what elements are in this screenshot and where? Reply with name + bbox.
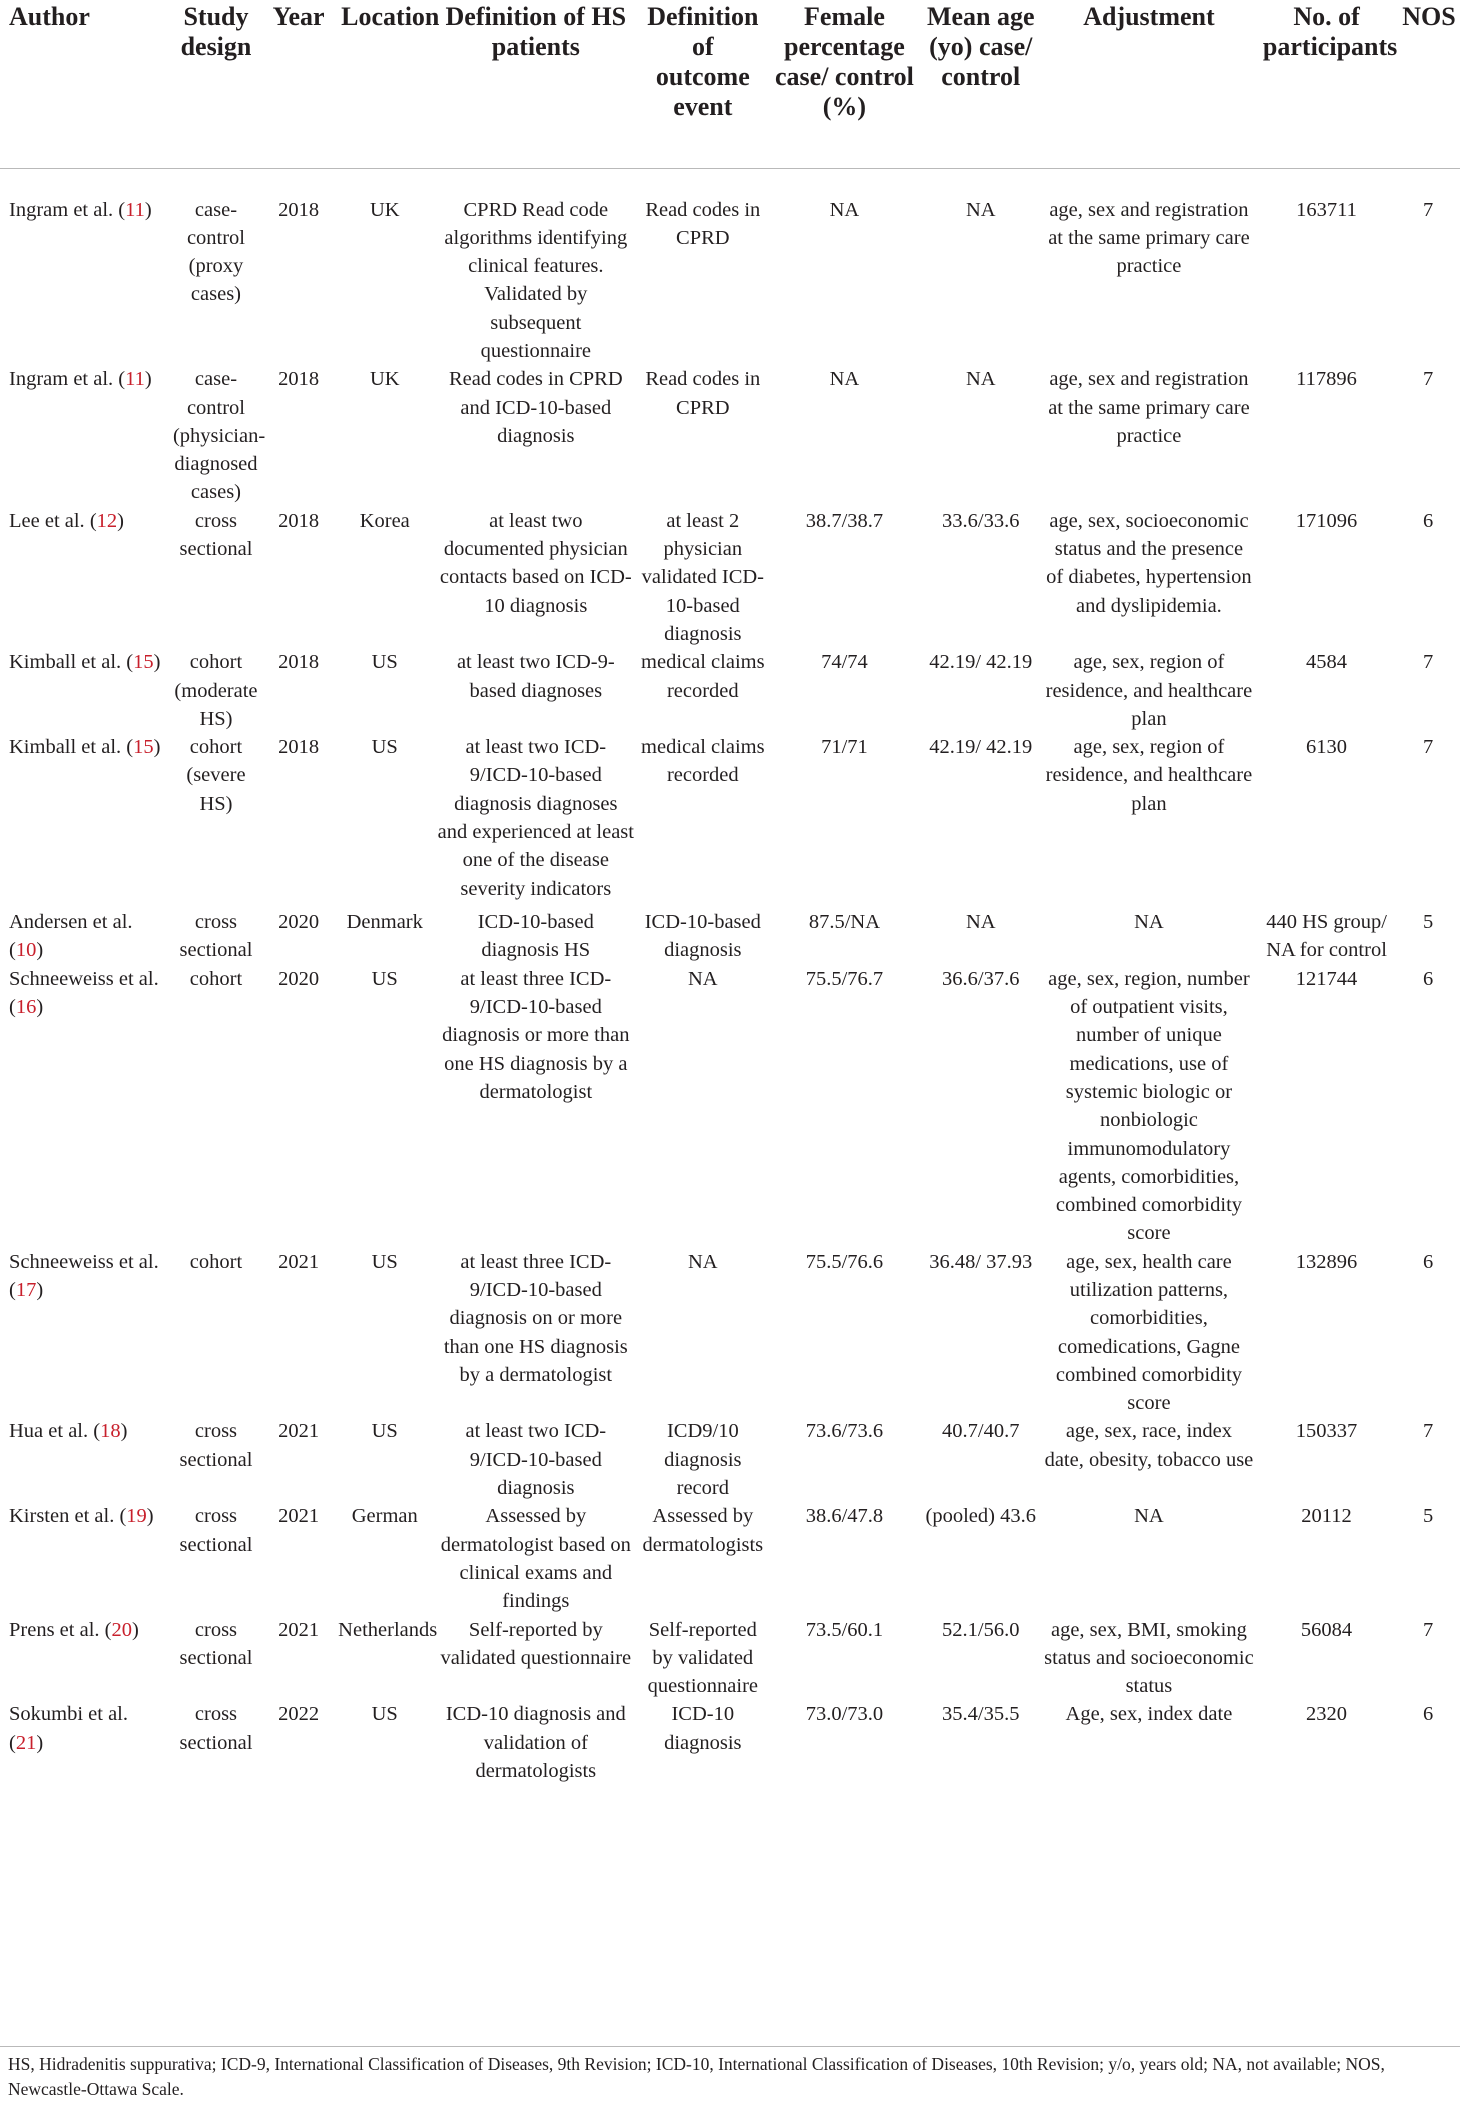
cell-nos: 7: [1422, 736, 1434, 759]
cell-adjustment: age, sex, race, index date, obesity, tobacco use: [1044, 1420, 1254, 1471]
header-year: Year: [272, 2, 325, 31]
header-adjustment: Adjustment: [1083, 2, 1215, 31]
cell-mean-age: 36.6/37.6: [942, 967, 1020, 990]
header-author: Author: [9, 2, 90, 31]
author-name: Kimball et al.: [9, 736, 122, 759]
header-nos: NOS: [1402, 2, 1456, 31]
cell-nos: 5: [1422, 1505, 1434, 1528]
cell-definition-outcome: ICD9/10 diagnosis record: [664, 1420, 742, 1500]
cell-definition-outcome: NA: [688, 1250, 718, 1273]
cell-author: Ingram et al. (11): [9, 198, 152, 221]
cell-nos: 7: [1422, 1420, 1434, 1443]
cell-location: US: [371, 651, 398, 674]
cell-year: 2020: [278, 911, 320, 934]
reference-link[interactable]: 21: [15, 1731, 37, 1754]
cell-nos: 7: [1422, 651, 1434, 674]
cell-study-design: cross sectional: [179, 1703, 253, 1754]
cell-author: Kimball et al. (15): [9, 736, 161, 759]
cell-year: 2020: [278, 967, 320, 990]
cell-year: 2021: [278, 1505, 320, 1528]
cell-adjustment: NA: [1134, 1505, 1164, 1528]
cell-definition-outcome: NA: [688, 967, 718, 990]
cell-mean-age: 33.6/33.6: [942, 509, 1020, 532]
author-name: Andersen et al.: [9, 911, 133, 934]
cell-nos: 5: [1422, 911, 1434, 934]
table-row: [0, 908, 1460, 965]
cell-study-design: cross sectional: [179, 1505, 253, 1556]
cell-year: 2018: [278, 509, 320, 532]
cell-mean-age: 36.48/ 37.93: [929, 1250, 1033, 1273]
author-name: Sokumbi et al.: [9, 1703, 129, 1726]
cell-author: Prens et al. (20): [9, 1618, 139, 1641]
author-name: Lee et al.: [9, 509, 85, 532]
cell-location: US: [371, 736, 398, 759]
reference-link[interactable]: 20: [111, 1618, 132, 1641]
table-row: [0, 733, 1460, 908]
cell-location: Denmark: [346, 911, 423, 934]
reference-link[interactable]: 11: [125, 198, 145, 221]
cell-definition-hs: ICD-10-based diagnosis HS: [477, 911, 594, 962]
cell-female-percentage: 38.6/47.8: [805, 1505, 884, 1528]
table-row: [0, 1616, 1460, 1701]
cell-mean-age: NA: [965, 198, 996, 221]
cell-participants: 117896: [1296, 368, 1357, 391]
header-study-design: Study design: [180, 2, 252, 61]
cell-definition-outcome: ICD-10 diagnosis: [664, 1703, 742, 1754]
cell-female-percentage: 74/74: [821, 651, 868, 674]
cell-author: Schneeweiss et al. (17): [9, 1250, 159, 1301]
cell-study-design: cohort: [189, 967, 243, 990]
author-name: Schneeweiss et al.: [9, 1250, 159, 1273]
cell-mean-age: 35.4/35.5: [942, 1703, 1020, 1726]
cell-nos: 7: [1422, 368, 1434, 391]
reference-link[interactable]: 11: [125, 368, 145, 391]
author-name: Prens et al.: [9, 1618, 100, 1641]
cell-nos: 6: [1422, 1703, 1434, 1726]
reference-link[interactable]: 10: [15, 939, 37, 962]
cell-mean-age: NA: [965, 368, 996, 391]
reference-link[interactable]: 15: [133, 651, 154, 674]
cell-definition-hs: at least two ICD-9-based diagnoses: [456, 651, 615, 702]
cell-female-percentage: 73.6/73.6: [805, 1420, 884, 1443]
cell-definition-hs: Read codes in CPRD and ICD-10-based diagnosis: [448, 368, 623, 447]
cell-female-percentage: 71/71: [821, 736, 868, 759]
cell-study-design: cross sectional: [179, 509, 253, 561]
reference-link[interactable]: 15: [133, 736, 154, 759]
cell-study-design: case-control (proxy cases): [186, 198, 246, 306]
cell-author: Ingram et al. (11): [9, 368, 152, 391]
cell-definition-hs: ICD-10 diagnosis and validation of dermatologists: [445, 1703, 626, 1783]
header-participants: No. of participants: [1262, 2, 1398, 61]
header-location: Location: [341, 2, 440, 31]
table-row: [0, 168, 1460, 365]
cell-female-percentage: 73.5/60.1: [805, 1618, 884, 1641]
cell-definition-outcome: Self-reported by validated questionnaire: [647, 1618, 759, 1698]
reference-link[interactable]: 12: [96, 509, 118, 532]
cell-nos: 7: [1422, 1618, 1434, 1641]
author-name: Hua et al.: [9, 1420, 89, 1443]
cell-nos: 6: [1422, 1250, 1434, 1273]
cell-definition-hs: at least two ICD-9/ICD-10-based diagnosis diagnoses and experienced at least one of the disease severity indicators: [437, 736, 634, 900]
reference-link[interactable]: 18: [100, 1420, 121, 1443]
cell-location: US: [371, 967, 398, 990]
cell-female-percentage: 75.5/76.6: [805, 1250, 884, 1273]
cell-definition-outcome: medical claims recorded: [641, 736, 765, 787]
cell-location: US: [371, 1250, 398, 1273]
header-definition-outcome: Definition of outcome event: [647, 2, 759, 121]
cell-participants: 6130: [1306, 736, 1348, 759]
cell-location: UK: [369, 198, 400, 221]
cell-author: Schneeweiss et al. (16): [9, 967, 159, 1019]
table-row: [0, 507, 1460, 648]
cell-definition-hs: at least three ICD-9/ICD-10-based diagnosis or more than one HS diagnosis by a dermatologist: [442, 967, 630, 1103]
cell-participants: 2320: [1306, 1703, 1348, 1726]
cell-adjustment: age, sex, region of residence, and healthcare plan: [1045, 651, 1253, 730]
author-name: Schneeweiss et al.: [9, 967, 159, 990]
cell-adjustment: age, sex, health care utilization patterns, comorbidities, comedications, Gagne combined comorbidity score: [1055, 1250, 1243, 1415]
cell-nos: 7: [1422, 198, 1434, 221]
cell-definition-hs: Assessed by dermatologist based on clinical exams and findings: [440, 1505, 631, 1613]
table-row: [0, 1417, 1460, 1502]
table-row: [0, 648, 1460, 733]
cell-adjustment: age, sex and registration at the same primary care practice: [1048, 368, 1250, 447]
cell-year: 2021: [278, 1420, 320, 1443]
cell-author: Sokumbi et al. (21): [9, 1703, 129, 1754]
cell-location: German: [351, 1505, 418, 1528]
cell-definition-outcome: at least 2 physician validated ICD-10-based diagnosis: [641, 509, 764, 645]
cell-definition-outcome: Read codes in CPRD: [645, 198, 761, 249]
author-name: Kirsten et al.: [9, 1505, 115, 1528]
cell-participants: 163711: [1296, 198, 1357, 221]
cell-mean-age: (pooled) 43.6: [925, 1505, 1036, 1528]
cell-nos: 6: [1422, 509, 1434, 532]
cell-female-percentage: NA: [829, 368, 860, 391]
cell-participants: 150337: [1295, 1420, 1358, 1443]
cell-mean-age: NA: [965, 911, 996, 934]
cell-mean-age: 52.1/56.0: [942, 1618, 1020, 1641]
cell-mean-age: 40.7/40.7: [942, 1420, 1020, 1443]
cell-nos: 6: [1422, 967, 1434, 990]
cell-adjustment: NA: [1134, 911, 1164, 934]
table-row: [0, 365, 1460, 506]
cell-study-design: cross sectional: [179, 1420, 253, 1471]
header-mean-age: Mean age (yo) case/ control: [926, 2, 1035, 91]
cell-location: Korea: [359, 509, 410, 532]
cell-location: UK: [369, 368, 400, 391]
cell-adjustment: Age, sex, index date: [1065, 1703, 1233, 1726]
header-definition-hs: Definition of HS patients: [445, 2, 627, 61]
cell-participants: 132896: [1295, 1250, 1358, 1273]
table-row: [0, 1700, 1460, 1791]
cell-participants: 121744: [1295, 967, 1358, 990]
author-name: Ingram et al.: [9, 198, 114, 221]
cell-study-design: cohort (moderate HS): [174, 651, 258, 730]
table-row: [0, 1502, 1460, 1615]
cell-participants: 4584: [1306, 651, 1348, 674]
cell-definition-hs: at least two ICD-9/ICD-10-based diagnosis: [465, 1420, 607, 1500]
cell-study-design: cohort: [189, 1250, 243, 1273]
cell-definition-outcome: ICD-10-based diagnosis: [644, 911, 761, 962]
cell-year: 2018: [278, 198, 320, 221]
cell-study-design: cohort (severe HS): [186, 736, 246, 815]
cell-definition-hs: CPRD Read code algorithms identifying clinical features. Validated by subsequent questionnaire: [444, 198, 628, 362]
reference-link[interactable]: 19: [126, 1505, 147, 1528]
cell-definition-outcome: Assessed by dermatologists: [642, 1505, 764, 1556]
cell-adjustment: age, sex and registration at the same primary care practice: [1048, 198, 1250, 278]
cell-author: Lee et al. (12): [9, 509, 124, 532]
cell-adjustment: age, sex, region, number of outpatient visits, number of unique medications, use of systemic biologic or nonbiologic immunomodulatory agents, comorbidities, combined comorbidity score: [1048, 967, 1250, 1245]
table-footnote: HS, Hidradenitis suppurativa; ICD-9, International Classification of Diseases, 9th Revision; ICD-10, International Classification of Diseases, 10th Revision; y/o, years old; NA, not available; NOS, Newcastle-Ottawa Scale.: [8, 2054, 1385, 2099]
cell-study-design: cross sectional: [179, 911, 253, 962]
cell-location: US: [371, 1703, 398, 1726]
reference-link[interactable]: 16: [15, 996, 37, 1019]
cell-participants: 20112: [1301, 1505, 1352, 1528]
cell-female-percentage: 73.0/73.0: [805, 1703, 884, 1726]
cell-female-percentage: NA: [829, 198, 860, 221]
table-header: [0, 0, 1460, 168]
cell-year: 2021: [278, 1618, 320, 1641]
cell-author: Hua et al. (18): [9, 1420, 128, 1443]
cell-participants: 171096: [1295, 509, 1358, 532]
cell-year: 2022: [278, 1703, 320, 1726]
author-name: Kimball et al.: [9, 651, 122, 674]
cell-study-design: cross sectional: [179, 1618, 253, 1669]
cell-mean-age: 42.19/ 42.19: [929, 651, 1033, 674]
cell-female-percentage: 38.7/38.7: [805, 509, 884, 532]
cell-adjustment: age, sex, socioeconomic status and the presence of diabetes, hypertension and dyslipidemia.: [1046, 509, 1252, 617]
cell-adjustment: age, sex, region of residence, and healthcare plan: [1045, 736, 1253, 815]
cell-female-percentage: 75.5/76.7: [805, 967, 884, 990]
header-row: [0, 0, 1460, 168]
author-name: Ingram et al.: [9, 368, 114, 391]
cell-study-design: case-control (physician-diagnosed cases): [172, 368, 266, 504]
header-female-percentage: Female percentage case/ control (%): [775, 2, 914, 121]
cell-year: 2018: [278, 736, 320, 759]
cell-definition-hs: Self-reported by validated questionnaire: [440, 1618, 632, 1669]
table-row: [0, 1248, 1460, 1418]
cell-location: US: [371, 1420, 398, 1443]
cell-definition-outcome: Read codes in CPRD: [645, 368, 761, 419]
cell-mean-age: 42.19/ 42.19: [929, 736, 1033, 759]
cell-author: Andersen et al. (10): [9, 911, 133, 962]
cell-year: 2018: [278, 368, 320, 391]
cell-year: 2021: [278, 1250, 320, 1273]
table-row: [0, 965, 1460, 1248]
cell-definition-outcome: medical claims recorded: [641, 651, 765, 702]
cell-participants: 56084: [1300, 1618, 1353, 1641]
footnote-divider: [0, 2046, 1460, 2047]
cell-year: 2018: [278, 651, 320, 674]
cell-female-percentage: 87.5/NA: [808, 911, 881, 934]
cell-definition-hs: at least three ICD-9/ICD-10-based diagnosis on or more than one HS diagnosis by a dermatologist: [443, 1250, 628, 1386]
table-body: [0, 168, 1460, 1791]
cell-definition-hs: at least two documented physician contacts based on ICD-10 diagnosis: [439, 509, 632, 617]
cell-location: Netherlands: [338, 1618, 438, 1641]
cell-participants: 440 HS group/ NA for control: [1266, 911, 1387, 962]
cell-author: Kirsten et al. (19): [9, 1505, 154, 1528]
cell-adjustment: age, sex, BMI, smoking status and socioeconomic status: [1044, 1618, 1254, 1698]
reference-link[interactable]: 17: [15, 1279, 37, 1301]
cell-author: Kimball et al. (15): [9, 651, 161, 674]
